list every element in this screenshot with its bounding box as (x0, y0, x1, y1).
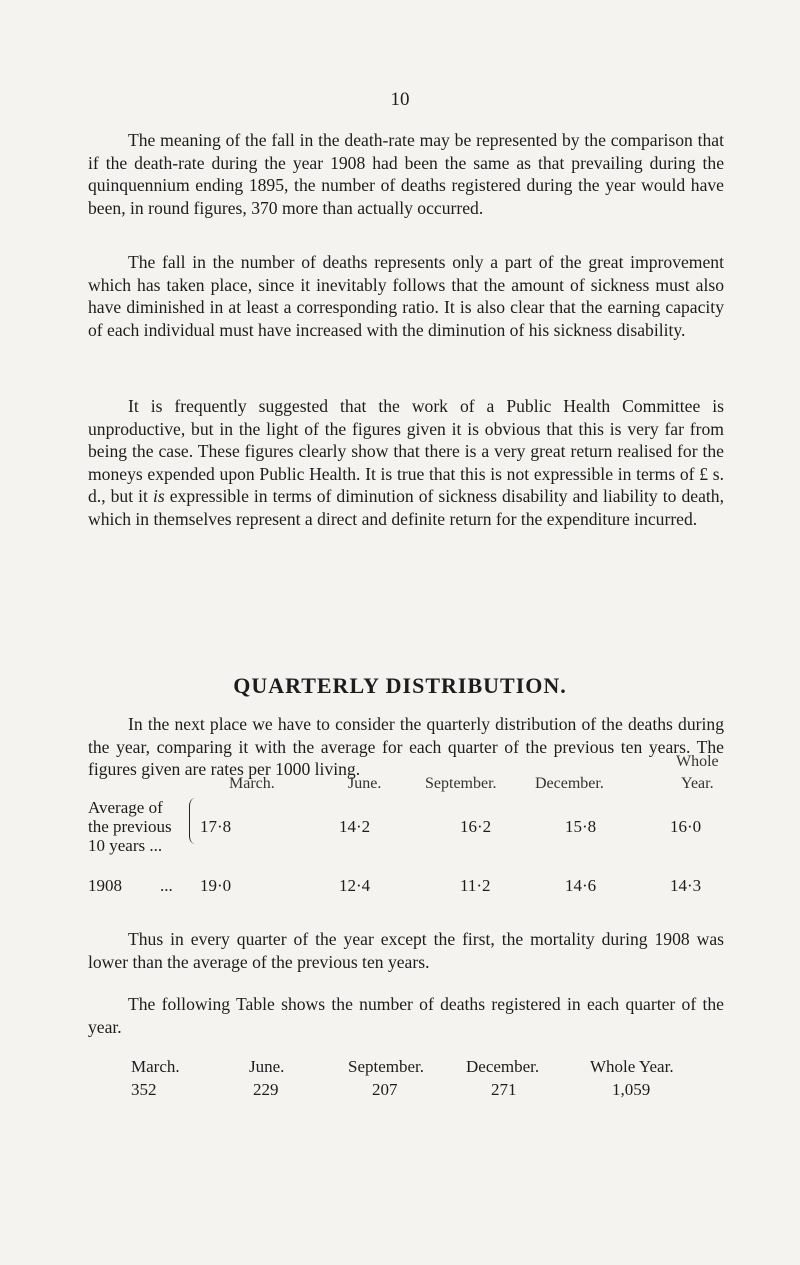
header-whole-line2: Year. (681, 775, 714, 792)
brace-icon (189, 798, 196, 844)
header-june: June. (348, 775, 382, 792)
paragraph-mortality-summary: Thus in every quarter of the year except the first, the mortality during 1908 was lower than the average of the previous ten years. (88, 929, 724, 972)
deaths-header-september: September. (348, 1057, 425, 1076)
avg-march: 17·8 (200, 817, 232, 836)
avg-label-line3: 10 years ... (88, 836, 163, 855)
year-september: 11·2 (460, 876, 491, 895)
year-label: 1908 (88, 876, 122, 895)
paragraph-quarterly-intro: In the next place we have to consider the quarterly distribution of the deaths during the year, comparing it with the average for each quarter of the previous ten years. The figures given are rates per 1000 living. (88, 714, 724, 779)
avg-label-line1: Average of (88, 798, 163, 817)
deaths-september: 207 (372, 1080, 398, 1099)
year-dots: ... (160, 876, 173, 895)
avg-whole-year: 16·0 (670, 817, 702, 836)
paragraph-death-rate-fall: The meaning of the fall in the death-rate may be represented by the comparison that if the death-rate during the year 1908 had been the same as that prevailing during the quinquennium ending 1895, the number of deaths registered during the year would have been, in round figures, 370 more than actually occurred. (88, 130, 724, 218)
header-march: March. (229, 775, 275, 792)
deaths-march: 352 (131, 1080, 157, 1099)
deaths-header-june: June. (249, 1057, 285, 1076)
header-whole-line1: Whole (676, 753, 719, 770)
deaths-whole-year: 1,059 (612, 1080, 651, 1099)
deaths-header-whole-year: Whole Year. (590, 1057, 674, 1076)
year-march: 19·0 (200, 876, 232, 895)
header-december: December. (535, 775, 604, 792)
paragraph-part: expressible in terms of diminution of sickness disability and liability to death, which in themselves represent a direct and definite return for the expenditure incurred. (88, 486, 724, 529)
page-number: 10 (390, 89, 410, 110)
paragraph-part: It is frequently suggested that the work of a Public Health Committee is unproductive, but in the light of the figures given it is obvious that this is very far from being the case. These figures clearly show that there is a very great return realised for the moneys expended upon Public Health. It is true that this is not expressible in terms of £ s. d., but it (88, 396, 724, 506)
header-september: September. (425, 775, 497, 792)
year-whole-year: 14·3 (670, 876, 702, 895)
deaths-december: 271 (491, 1080, 517, 1099)
paragraph-public-health-return (88, 395, 724, 530)
avg-label-line2: the previous (88, 817, 172, 836)
avg-june: 14·2 (339, 817, 371, 836)
deaths-header-december: December. (466, 1057, 540, 1076)
italic-emphasis: is (152, 486, 165, 506)
avg-december: 15·8 (565, 817, 597, 836)
section-heading: QUARTERLY DISTRIBUTION. (233, 673, 567, 698)
year-december: 14·6 (565, 876, 597, 895)
avg-september: 16·2 (460, 817, 492, 836)
paragraph-sickness-improvement: The fall in the number of deaths represents only a part of the great improvement which has taken place, since it inevitably follows that the amount of sickness must also have diminished in at least a corresponding ratio. It is also clear that the earning capacity of each individual must have increased with the diminution of his sickness disability. (88, 252, 724, 340)
deaths-header-march: March. (131, 1057, 180, 1076)
deaths-june: 229 (253, 1080, 279, 1099)
paragraph-deaths-table-intro: The following Table shows the number of deaths registered in each quarter of the year. (88, 994, 724, 1037)
year-june: 12·4 (339, 876, 371, 895)
